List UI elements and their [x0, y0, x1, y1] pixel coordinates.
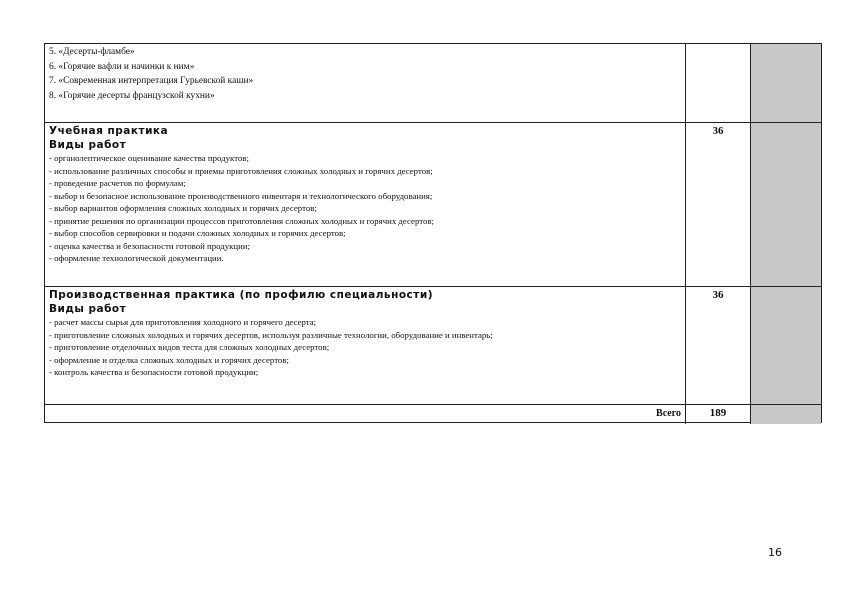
educational-practice-cell — [45, 123, 686, 286]
work-item: - оформление и отделка сложных холодных и горячих десертов; — [49, 354, 289, 365]
work-item: - выбор способов сервировки и подачи сложных холодных и горячих десертов; — [49, 228, 346, 238]
curriculum-table — [44, 43, 822, 423]
work-item: - контроль качества и безопасности готовой продукции; — [49, 367, 259, 377]
total-label-cell — [45, 405, 686, 424]
topics-row — [45, 44, 821, 122]
work-item: - расчет массы сырья для приготовления холодного и горячего десерта; — [49, 317, 317, 327]
total-row — [45, 404, 821, 424]
topics-cell — [45, 44, 686, 122]
work-item: - принятие решения по организации процессов приготовления сложных холодных и горячих десертов; — [49, 215, 434, 226]
topic-item: 7. «Современная интерпретация Гурьевской каши» — [49, 76, 254, 87]
topic-item: 8. «Горячие десерты французской кухни» — [49, 90, 215, 101]
shaded-column — [751, 44, 821, 122]
work-item: - приготовление сложных холодных и горячих десертов, используя различные технологии, оборудование и инвентарь; — [49, 329, 493, 340]
page-number: 16 — [768, 546, 782, 559]
work-item: - оценка качества и безопасности готовой продукции; — [49, 240, 250, 251]
topic-item: 5. «Десерты-фламбе» — [49, 47, 135, 57]
production-practice-cell — [45, 287, 686, 404]
work-item: - проведение расчетов по формулам; — [49, 178, 186, 188]
work-item: - оформление технологической документации. — [49, 253, 224, 263]
work-item: - приготовление отделочных видов теста для сложных холодных десертов; — [49, 342, 330, 352]
topic-item: 6. «Горячие вафли и начинки к ним» — [49, 61, 195, 72]
production-practice-hours: 36 — [686, 287, 751, 404]
total-label: Всего — [656, 408, 681, 419]
production-practice-subtitle: Виды работ — [49, 303, 127, 315]
work-item: - использование различных способы и приемы приготовления сложных холодных и горячих десертов; — [49, 165, 433, 176]
work-item: - выбор и безопасное использование производственного инвентаря и технологического оборудования; — [49, 190, 433, 201]
shaded-column — [751, 123, 821, 286]
educational-practice-row — [45, 122, 821, 286]
production-practice-row — [45, 286, 821, 404]
work-item: - выбор вариантов оформления сложных холодных и горячих десертов; — [49, 203, 317, 213]
educational-practice-title: Учебная практика — [49, 125, 169, 137]
work-item: - органолептическое оценивание качества продуктов; — [49, 153, 249, 163]
educational-practice-subtitle: Виды работ — [49, 139, 127, 151]
topics-hours-cell — [686, 44, 751, 122]
total-hours: 189 — [686, 405, 751, 424]
production-practice-title: Производственная практика (по профилю специальности) — [49, 289, 433, 301]
shaded-column — [751, 405, 821, 424]
educational-practice-hours: 36 — [686, 123, 751, 286]
shaded-column — [751, 287, 821, 404]
